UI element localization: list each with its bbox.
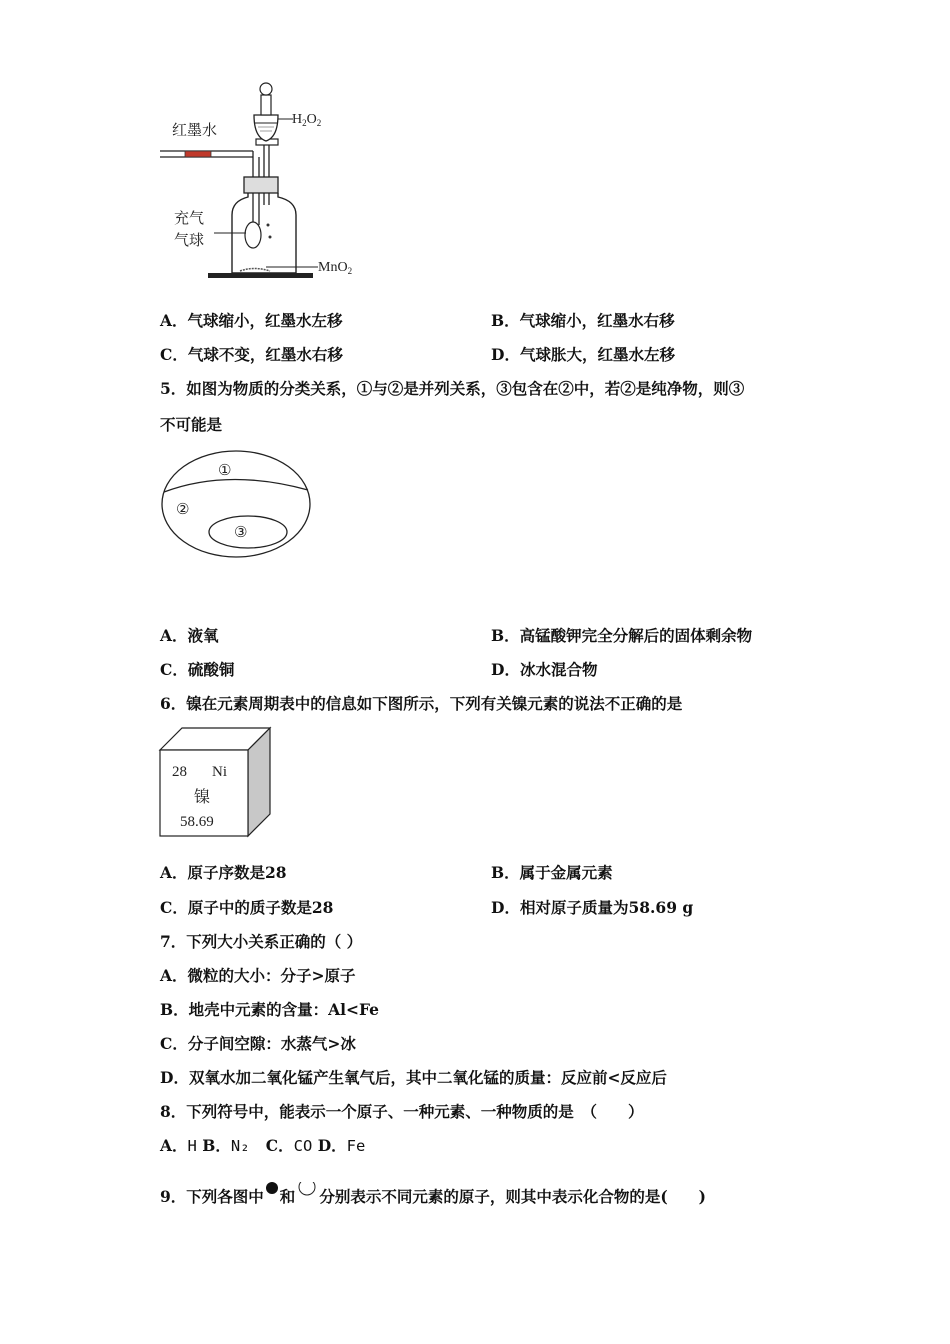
q5-option-a: A．液氧	[160, 626, 219, 645]
q7-option-b: B．地壳中元素的含量：Al<Fe	[160, 1000, 380, 1019]
q4-option-c: C．气球不变，红墨水右移	[160, 345, 343, 364]
q7-option-a: A．微粒的大小：分子>原子	[160, 966, 356, 985]
q4-option-d: D．气球胀大，红墨水左移	[491, 345, 675, 364]
label-balloon-line2: 气球	[174, 231, 205, 249]
q8-prefix-c: C．	[265, 1136, 294, 1155]
circle-mark-3: ③	[234, 523, 248, 541]
q5-option-b: B．高锰酸钾完全分解后的固体剩余物	[491, 626, 753, 645]
q9-stem-post: 分别表示不同元素的原子，则其中表示化合物的是( )	[319, 1187, 706, 1206]
q4-apparatus-figure	[158, 75, 358, 285]
label-balloon-line1: 充气	[174, 209, 205, 227]
q9-stem-mid: 和	[279, 1187, 296, 1206]
q8-prefix-a: A．	[160, 1136, 188, 1155]
q8-option-c: CO	[293, 1137, 313, 1155]
red-ink-droplet	[185, 151, 211, 157]
h2o2-sub1: 2	[302, 118, 307, 128]
q4-chem-labels	[292, 108, 352, 128]
q6-stem: 6．镍在元素周期表中的信息如下图所示，下列有关镍元素的说法不正确的是	[160, 694, 683, 713]
h2o2-sub2: 2	[316, 118, 322, 128]
mno2-sub: 2	[347, 266, 353, 276]
q7-option-c: C．分子间空隙：水蒸气>冰	[160, 1034, 356, 1053]
q4-option-a: A．气球缩小，红墨水左移	[160, 311, 343, 330]
hollow-atom-icon	[295, 1182, 319, 1204]
q5-stem-line2: 不可能是	[160, 415, 223, 434]
q6-element-card	[158, 726, 274, 840]
element-name: 镍	[194, 789, 211, 806]
q6-option-c: C．原子中的质子数是28	[160, 898, 334, 917]
svg-text:MnO2	[318, 260, 352, 276]
q8-prefix-b: B．	[202, 1136, 231, 1155]
q8-option-b: N₂	[230, 1137, 250, 1155]
q9-stem	[160, 1182, 706, 1207]
q7-option-d: D．双氧水加二氧化锰产生氧气后，其中二氧化锰的质量：反应前<反应后	[160, 1068, 667, 1087]
filled-atom-icon	[264, 1182, 280, 1204]
q4-option-b: B．气球缩小，红墨水右移	[491, 311, 675, 330]
label-red-ink: 红墨水	[172, 121, 218, 139]
svg-text:H2O2	[292, 112, 321, 128]
q9-stem-pre: 9．下列各图中	[160, 1187, 264, 1206]
q8-stem: 8．下列符号中，能表示一个原子、一种元素、一种物质的是 （ ）	[160, 1102, 644, 1121]
q8-option-d: Fe	[346, 1137, 366, 1155]
q8-prefix-d: D．	[317, 1136, 347, 1155]
q5-classification-diagram	[158, 446, 314, 562]
h2o2-h: H	[292, 112, 303, 127]
mno2-text: MnO	[318, 260, 348, 275]
element-symbol: Ni	[212, 764, 227, 780]
q4-mno2-label	[318, 256, 378, 276]
circle-mark-1: ①	[218, 461, 232, 479]
q8-options	[160, 1136, 365, 1156]
q6-option-b: B．属于金属元素	[491, 863, 613, 882]
q7-stem: 7．下列大小关系正确的（ ）	[160, 932, 363, 951]
q6-option-d: D．相对原子质量为58.69 g	[491, 898, 694, 917]
element-atomic-number: 28	[172, 764, 187, 780]
q5-option-c: C．硫酸铜	[160, 660, 235, 679]
q6-option-a: A．原子序数是28	[160, 863, 287, 882]
q5-option-d: D．冰水混合物	[491, 660, 598, 679]
q8-option-a: H	[187, 1137, 197, 1155]
circle-mark-2: ②	[176, 500, 190, 518]
h2o2-o: O	[306, 112, 317, 127]
element-atomic-mass: 58.69	[180, 814, 214, 830]
q5-stem-line1: 5．如图为物质的分类关系，①与②是并列关系，③包含在②中，若②是纯净物，则③	[160, 379, 745, 398]
